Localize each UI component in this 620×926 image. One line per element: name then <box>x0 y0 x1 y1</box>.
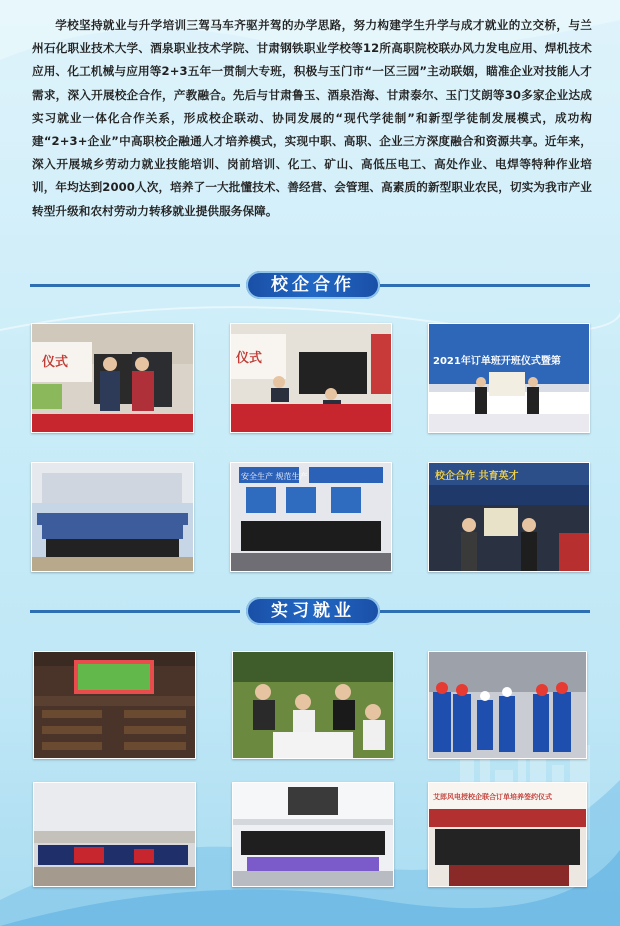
photo-signing-ceremony-group <box>428 782 587 887</box>
section-divider-left <box>30 610 240 613</box>
photo-outdoor-gathering <box>33 782 196 887</box>
section-divider-left <box>30 284 240 287</box>
photo-order-class-ceremony <box>428 323 590 433</box>
photo-plaque-award <box>428 462 590 572</box>
photo-banner-text: 安全生产 规范生产 <box>241 472 308 481</box>
photo-banner-text: 仪式 <box>42 355 69 370</box>
photo-group-banner-benq <box>232 782 394 887</box>
photo-banner-text: 仪式 <box>236 351 263 366</box>
photo-banner-text: 艾郎风电授校企联合订单培养签约仪式 <box>433 793 552 801</box>
photo-workers-safety-helmets <box>428 651 587 759</box>
photo-banner-text: 校企合作 共育英才 <box>435 471 519 482</box>
photo-classroom-lecture <box>33 651 196 759</box>
section-divider-right <box>380 610 590 613</box>
section-title-internship: 实习就业 <box>246 597 380 625</box>
intro-paragraph: 学校坚持就业与升学培训三驾马车齐驱并驾的办学思路，努力构建学生升学与成才就业的立交桥，与兰州石化职业技术大学、酒泉职业技术学院、甘肃钢铁职业学校等12所高职院校联办风力发电应用、焊机技术应用、化工机械与应用等2+3五年一贯制大专班，积极与玉门市“一区三园”主动联姻，瞄准企业对技能人才需求，深入开展校企合作，产教融合。先后与甘肃鲁玉、酒泉浩海、甘肃泰尔、玉门艾朗等30多家企业达成实习就业一体化合作关系，形成校企联动、协同发展的“现代学徒制”和新型学徒制发展模式，成功构建“2+3+企业”中高职校企融通人才培养模式，实现中职、高职、企业三方深度融合和资源共享。近年来，深入开展城乡劳动力就业技能培训、岗前培训、化工、矿山、高低压电工、高处作业、电焊等特种作业培训，年均达到2000人次，培养了一大批懂技术、善经营、会管理、高素质的新型职业农民，切实为我市产业转型升级和农村劳动力转移就业提供服务保障。 <box>32 18 592 218</box>
photo-signing-table <box>230 323 392 433</box>
photo-banner-text: 2021年订单班开班仪式暨第 <box>433 356 561 367</box>
section-title-cooperation: 校企合作 <box>246 271 380 299</box>
photo-group-photo-students <box>31 462 194 572</box>
photo-meeting-conference <box>230 462 392 572</box>
section-divider-right <box>380 284 590 287</box>
photo-signing-handshake <box>31 323 194 433</box>
photo-students-workshop <box>232 651 394 759</box>
